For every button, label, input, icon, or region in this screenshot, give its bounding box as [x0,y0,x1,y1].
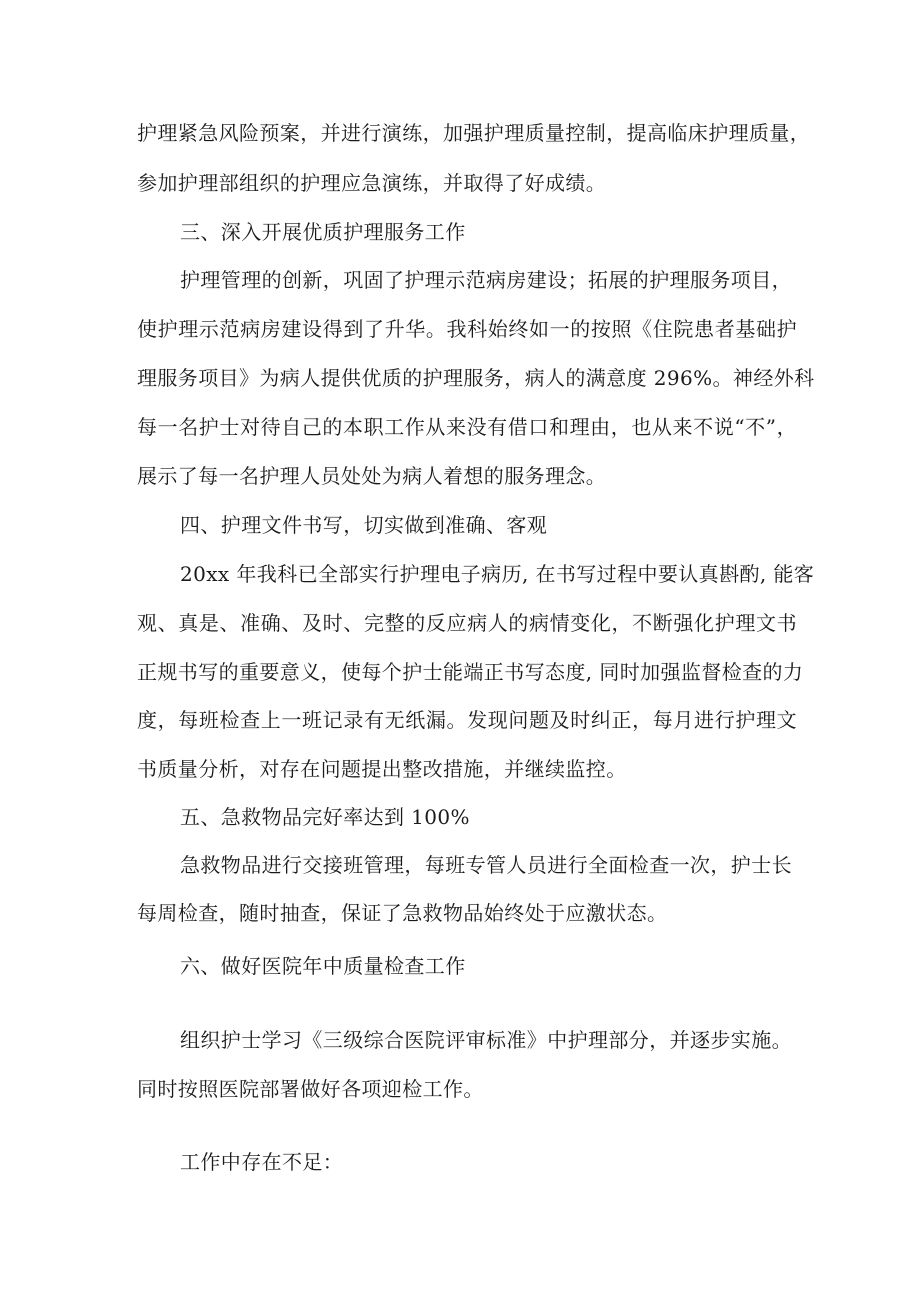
section-heading: 六、做好医院年中质量检查工作 [180,954,466,978]
body-line: 理服务项目》为病人提供优质的护理服务，病人的满意度 296%。神经外科 [137,366,815,390]
section-heading: 工作中存在不足： [180,1150,344,1174]
section-heading: 三、深入开展优质护理服务工作 [180,220,466,244]
body-line: 参加护理部组织的护理应急演练，并取得了好成绩。 [137,171,607,195]
body-line: 使护理示范病房建设得到了升华。我科始终如一的按照《住院患者基础护 [137,317,797,341]
body-line: 度，每班检查上一班记录有无纸漏。发现问题及时纠正，每月进行护理文 [137,708,797,732]
body-line: 书质量分析，对存在问题提出整改措施，并继续监控。 [137,757,627,781]
body-line: 每周检查，随时抽查，保证了急救物品始终处于应激状态。 [137,901,668,925]
body-line: 组织护士学习《三级综合医院评审标准》中护理部分，并逐步实施。 [180,1028,792,1052]
section-heading: 四、护理文件书写，切实做到准确、客观 [180,513,548,537]
body-line: 20xx 年我科已全部实行护理电子病历, 在书写过程中要认真斟酌, 能客 [180,562,815,586]
body-line: 同时按照医院部署做好各项迎检工作。 [137,1077,484,1101]
body-line: 护理管理的创新，巩固了护理示范病房建设；拓展的护理服务项目， [180,268,792,292]
body-line: 正规书写的重要意义，使每个护士能端正书写态度, 同时加强监督检查的力 [137,660,804,684]
section-heading: 五、急救物品完好率达到 100% [180,805,470,829]
body-line: 急救物品进行交接班管理，每班专管人员进行全面检查一次，护士长 [180,853,792,877]
body-line: 护理紧急风险预案，并进行演练，加强护理质量控制，提高临床护理质量， [137,121,811,145]
body-line: 每一名护士对待自己的本职工作从来没有借口和理由，也从来不说“不”， [137,415,797,439]
body-line: 观、真是、准确、及时、完整的反应病人的病情变化，不断强化护理文书 [137,611,797,635]
body-line: 展示了每一名护理人员处处为病人着想的服务理念。 [137,464,607,488]
